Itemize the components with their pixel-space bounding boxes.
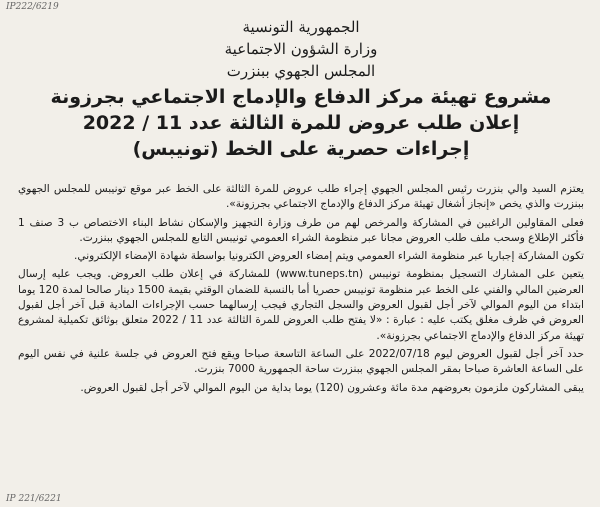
paragraph-registration: يتعين على المشارك التسجيل بمنظومة تونيبس (www.tuneps.tn) للمشاركة في إعلان طلب العروض. ويجب عليه إرسال العرضين المالي والفني على الخط عبر منظومة تونيبس حصريا أما بالنسبة للضمان الوقتي بقيمة 1500 دينار صالحا لمدة 120 يوما ابتداء من اليوم الموالي لآخر أجل لقبول العروض والسجل التجاري فيجب إرسالهما حسب الإجراءات المادية قبل آخر أجل لقبول العروض في ظرف مغلق يكتب عليه : عبارة : «لا يفتح طلب العروض للمرة الثالثة عدد 11 / 2022 متعلق بوثائق تكميلية لمشروع تهيئة مركز الدفاع والإدماج الاجتماعي بجرزونة». (18, 268, 585, 342)
paragraph-intro: يعتزم السيد والي بنزرت رئيس المجلس الجهوي إجراء طلب عروض للمرة الثالثة على الخط عبر موقع تونيبس للمجلس الجهوي ببنزرت والذي يخص «إنجاز أشغال تهيئة مركز الدفاع والإدماج الاجتماعي بجرزونة». (18, 183, 584, 211)
reference-number-bottom: IP 221/6221 (6, 494, 62, 504)
paragraph-deadline: حدد آخر أجل لقبول العروض ليوم 2022/07/18 على الساعة التاسعة صباحا ويقع فتح العروض في جلسة علنية في نفس اليوم على الساعة العاشرة صباحا بمقر المجلس الجهوي ببنزرت ساحة الجمهورية 7000 بنزرت. (18, 347, 584, 376)
title-project: مشروع تهيئة مركز الدفاع والإدماج الاجتماعي بجرزونة (50, 86, 552, 108)
paragraph-validity: يبقى المشاركون ملزمون بعروضهم مدة مائة وعشرون (120) يوما بداية من اليوم الموالي لآخر أجل لقبول العروض. (80, 381, 584, 394)
announcement-title (18, 84, 584, 162)
announcement-body (18, 182, 584, 396)
paragraph-electronic-signature: تكون المشاركة إجباريا عبر منظومة الشراء العمومي ويتم إمضاء العروض الكترونيا بواسطة شهادة الإمضاء الإلكتروني. (74, 250, 584, 263)
title-procedure: إجراءات حصرية على الخط (تونيبس) (132, 138, 470, 160)
header-ministry: وزارة الشؤون الاجتماعية (224, 40, 378, 58)
reference-number-top: IP222/6219 (6, 2, 59, 12)
issuer-header (18, 16, 584, 82)
header-republic: الجمهورية التونسية (242, 18, 360, 36)
header-council: المجلس الجهوي ببنزرت (226, 62, 376, 80)
paragraph-eligibility: فعلى المقاولين الراغبين في المشاركة والمرخص لهم من طرف وزارة التجهيز والإسكان نشاط البناء الاختصاص ب 3 صنف 1 فأكثر الإطلاع وسحب ملف طلب العروض مجانا عبر منظومة الشراء العمومي تونيبس التابع للمجلس الجهوي ببنزرت. (18, 216, 584, 244)
title-tender: إعلان طلب عروض للمرة الثالثة عدد 11 / 2022 (82, 112, 520, 134)
